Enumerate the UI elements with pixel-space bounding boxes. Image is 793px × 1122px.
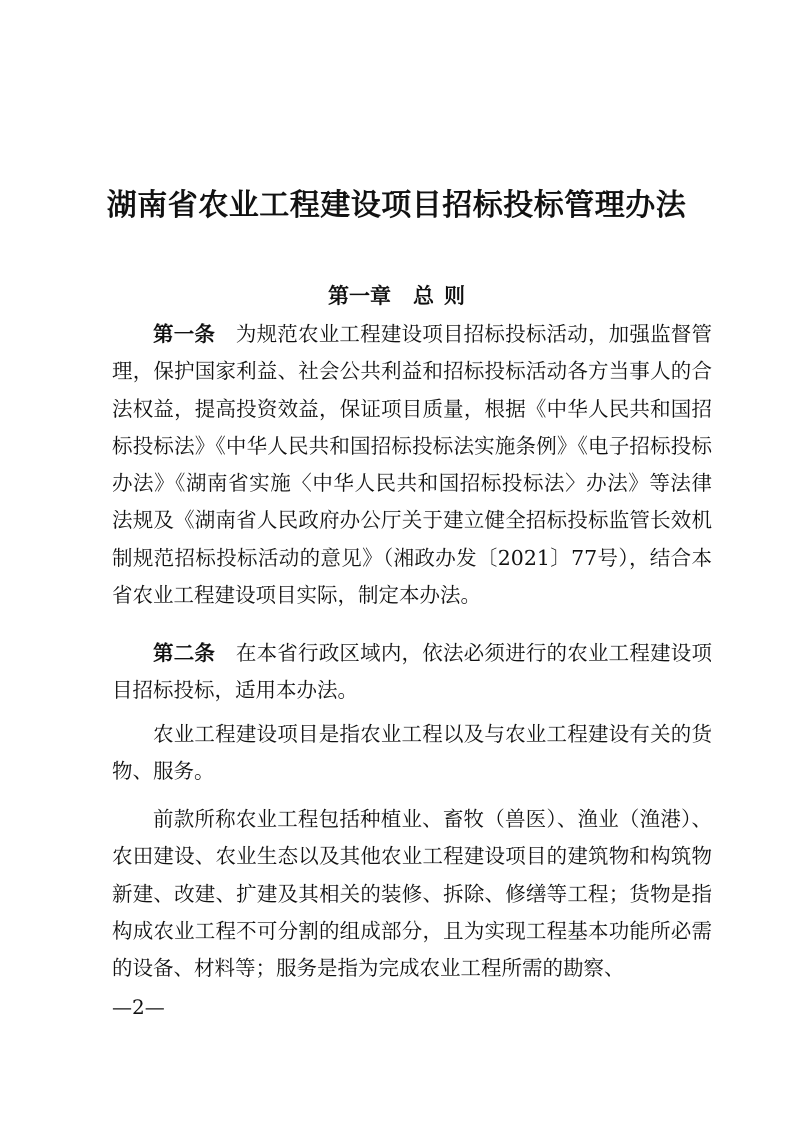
paragraph-2 xyxy=(112,801,712,987)
article-1-text: 为规范农业工程建设项目招标投标活动，加强监督管理，保护国家利益、社会公共利益和招标投标活动各方当事人的合法权益，提高投资效益，保证项目质量，根据《中华人民共和国招标投标法》《中华人民共和国招标投标法实施条例》《电子招标投标办法》《湖南省实施〈中华人民共和国招标投标法〉办法》等法律法规及《湖南省人民政府办公厅关于建立健全招标投标监管长效机制规范招标投标活动的意见》（湘政办发〔2021〕77号），结合本省农业工程建设项目实际，制定本办法。 xyxy=(112,322,713,608)
chapter-name-char-2: 则 xyxy=(444,284,465,308)
paragraph-2-text: 前款所称农业工程包括种植业、畜牧（兽医）、渔业（渔港）、农田建设、农业生态以及其他农业工程建设项目的建筑物和构筑物新建、改建、扩建及其相关的装修、拆除、修缮等工程；货物是指构成农业工程不可分割的组成部分，且为实现工程基本功能所必需的设备、材料等；服务是指为完成农业工程所需的勘察、 xyxy=(112,807,712,981)
article-1-label: 第一条 xyxy=(153,322,216,346)
chapter-heading xyxy=(0,276,793,316)
paragraph-1-text: 农业工程建设项目是指农业工程以及与农业工程建设有关的货物、服务。 xyxy=(112,722,712,784)
document-title: 湖南省农业工程建设项目招标投标管理办法 xyxy=(106,188,687,223)
page-number: —2— xyxy=(112,995,165,1019)
article-2-label: 第二条 xyxy=(153,641,216,665)
paragraph-1 xyxy=(112,716,712,791)
article-1 xyxy=(112,316,712,614)
article-2 xyxy=(112,635,712,710)
article-2-text: 在本省行政区域内，依法必须进行的农业工程建设项目招标投标，适用本办法。 xyxy=(112,641,713,703)
chapter-name-char-1: 总 xyxy=(413,284,434,308)
chapter-label: 第一章 xyxy=(328,284,391,308)
